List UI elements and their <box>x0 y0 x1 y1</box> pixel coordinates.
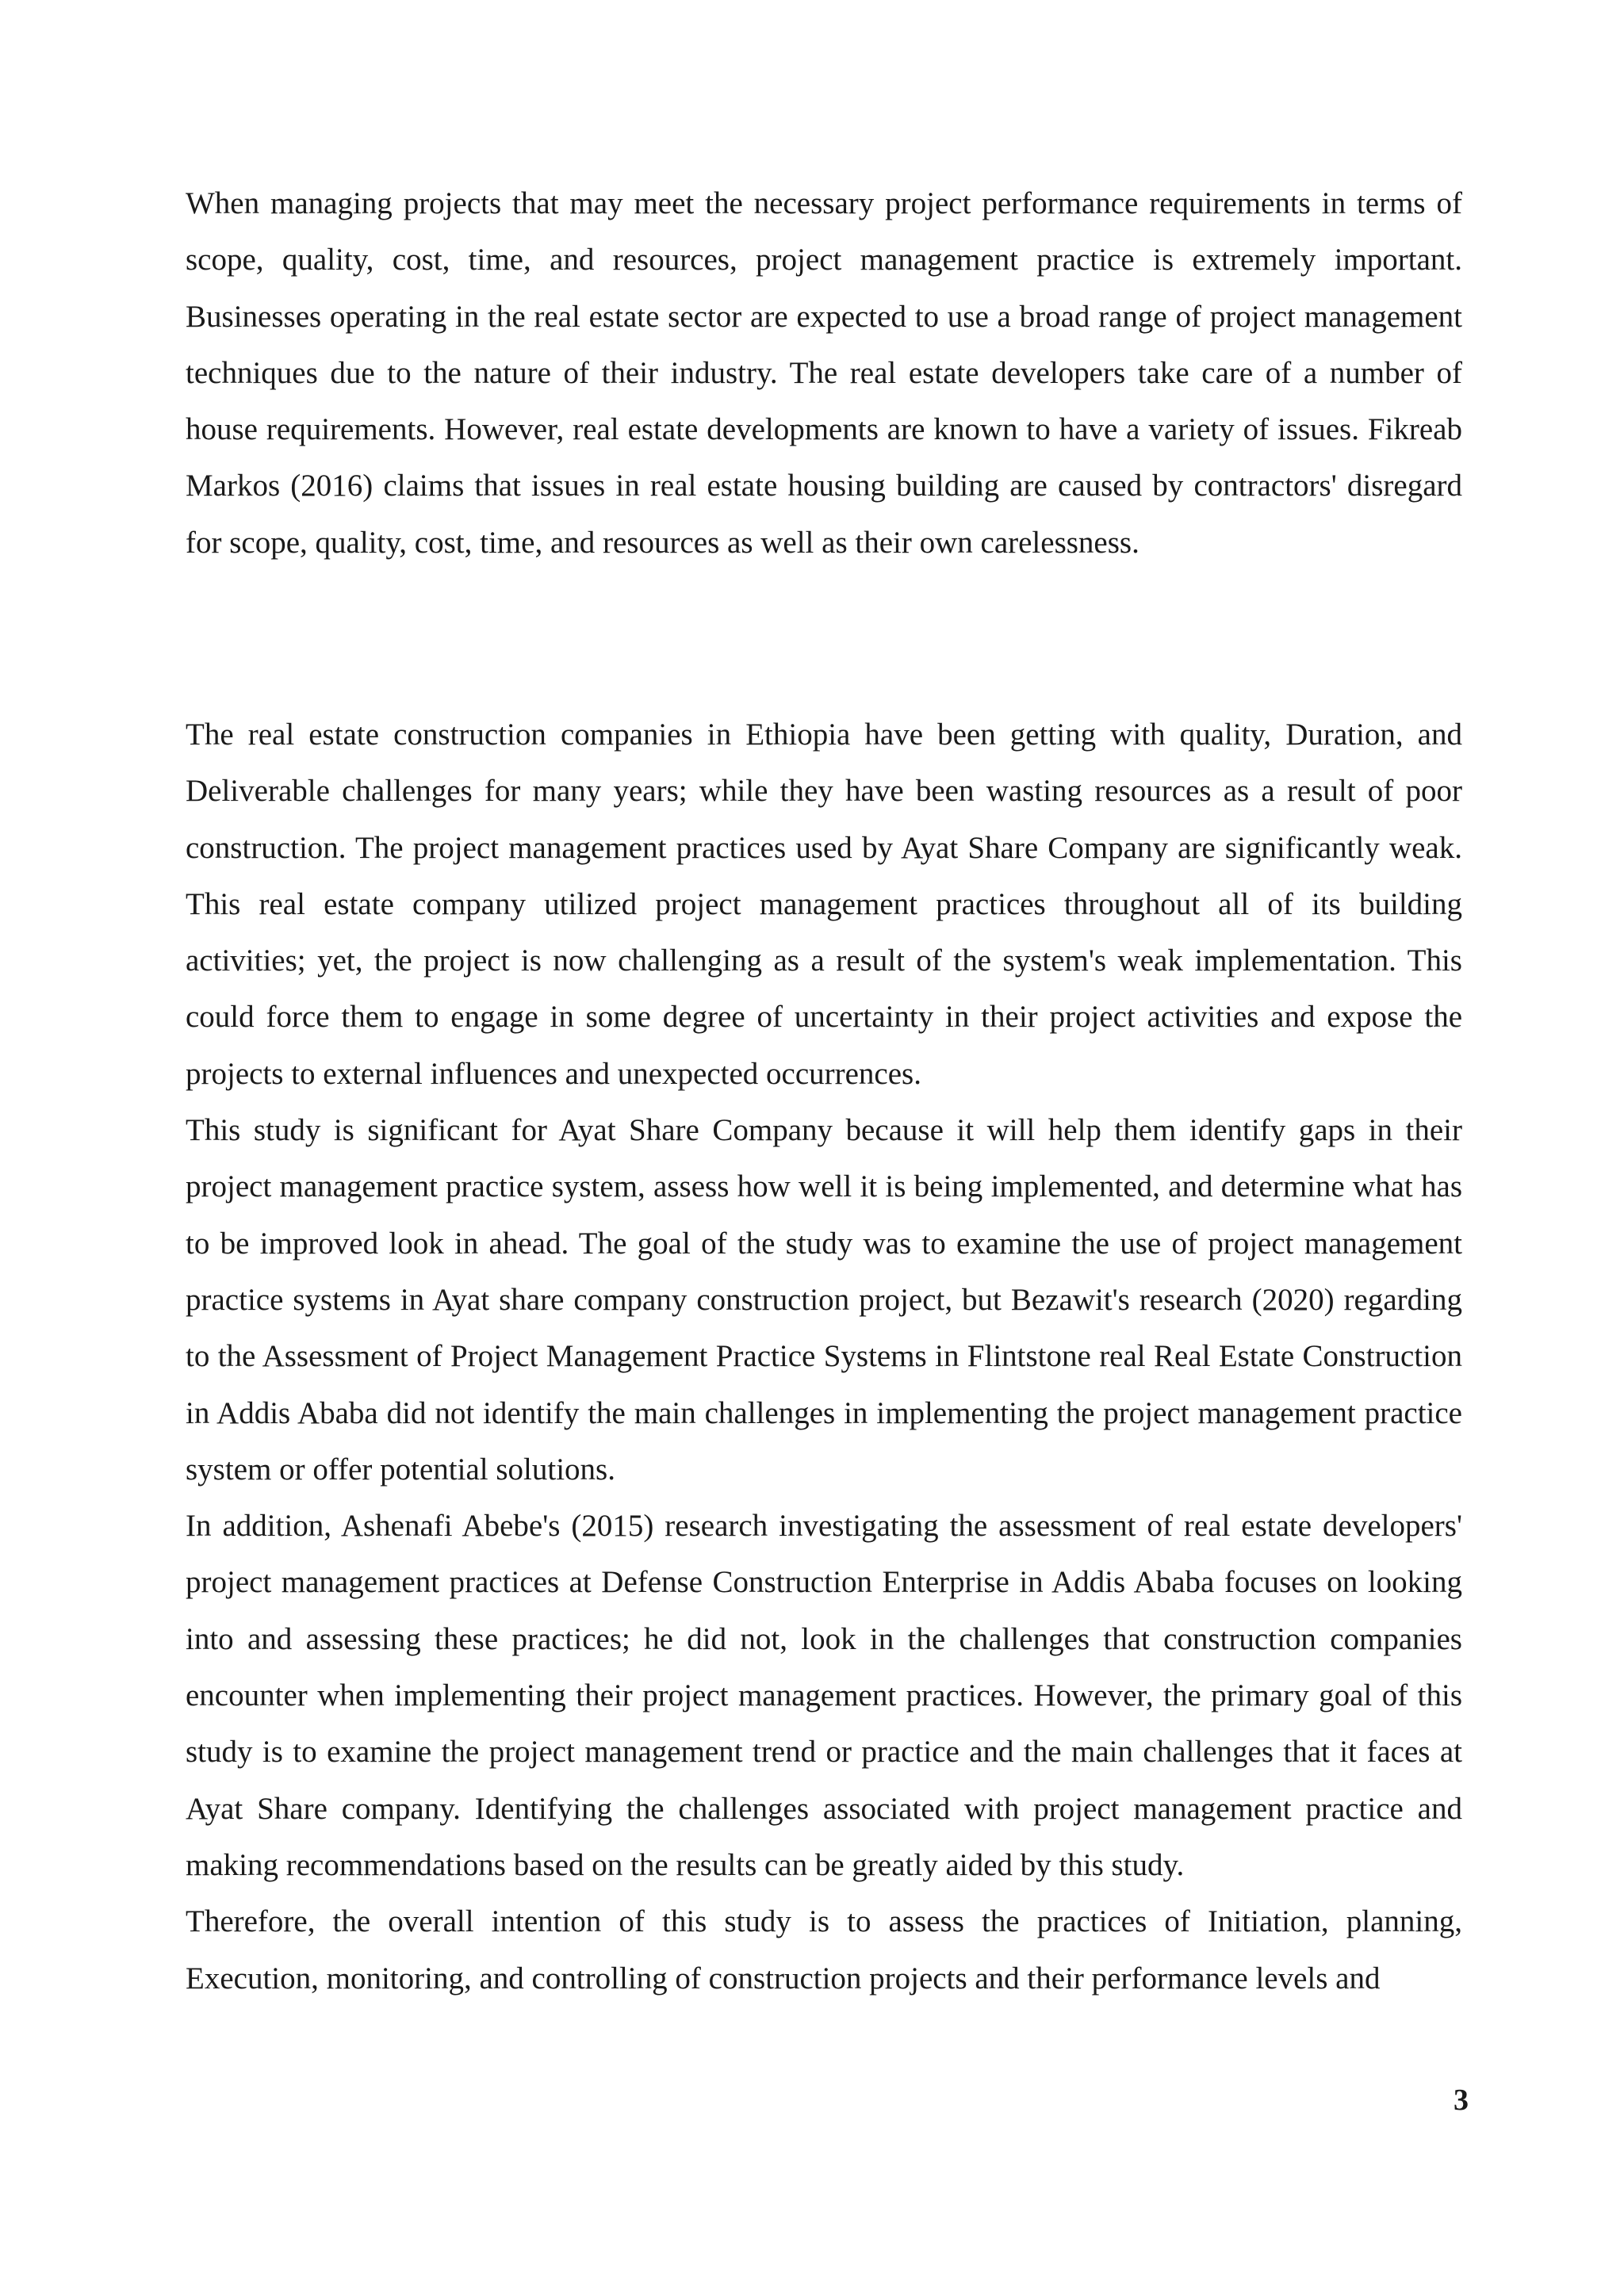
paragraph: This study is significant for Ayat Share Company because it will help them identify gaps in their project management practice system, assess how well it is being implemented, and determine what has to be improved look in ahead. The goal of the study was to examine the use of project management practice systems in Ayat share company construction project, but Bezawit's research (2020) regarding to the Assessment of Project Management Practice Systems in Flintstone real Real Estate Construction in Addis Ababa did not identify the main challenges in implementing the project management practice system or offer potential solutions. <box>186 1113 1462 1487</box>
paragraph: When managing projects that may meet the necessary project performance requirements in terms of scope, quality, cost, time, and resources, project management practice is extremely important. Businesses operating in the real estate sector are expected to use a broad range of project management techniques due to the nature of their industry. The real estate developers take care of a number of house requirements. However, real estate developments are known to have a variety of issues. Fikreab Markos (2016) claims that issues in real estate housing building are caused by contractors' disregard for scope, quality, cost, time, and resources as well as their own carelessness. <box>186 186 1462 560</box>
paragraph: Therefore, the overall intention of this study is to assess the practices of Initiation, planning, Execution, monitoring, and controlling of construction projects and their performance levels and <box>186 1904 1462 1996</box>
body-text-section-2 <box>186 706 1462 2007</box>
page-number: 3 <box>1454 2084 1469 2117</box>
paragraph: The real estate construction companies in Ethiopia have been getting with quality, Duration, and Deliverable challenges for many years; while they have been wasting resources as a result of poor construction. The project management practices used by Ayat Share Company are significantly weak. This real estate company utilized project management practices throughout all of its building activities; yet, the project is now challenging as a result of the system's weak implementation. This could force them to engage in some degree of uncertainty in their project activities and expose the projects to external influences and unexpected occurrences. <box>186 718 1462 1091</box>
paragraph: In addition, Ashenafi Abebe's (2015) research investigating the assessment of real estate developers' project management practices at Defense Construction Enterprise in Addis Ababa focuses on looking into and assessing these practices; he did not, look in the challenges that construction companies encounter when implementing their project management practices. However, the primary goal of this study is to examine the project management trend or practice and the main challenges that it faces at Ayat Share company. Identifying the challenges associated with project management practice and making recommendations based on the results can be greatly aided by this study. <box>186 1509 1462 1882</box>
body-text-section-1 <box>186 175 1462 571</box>
